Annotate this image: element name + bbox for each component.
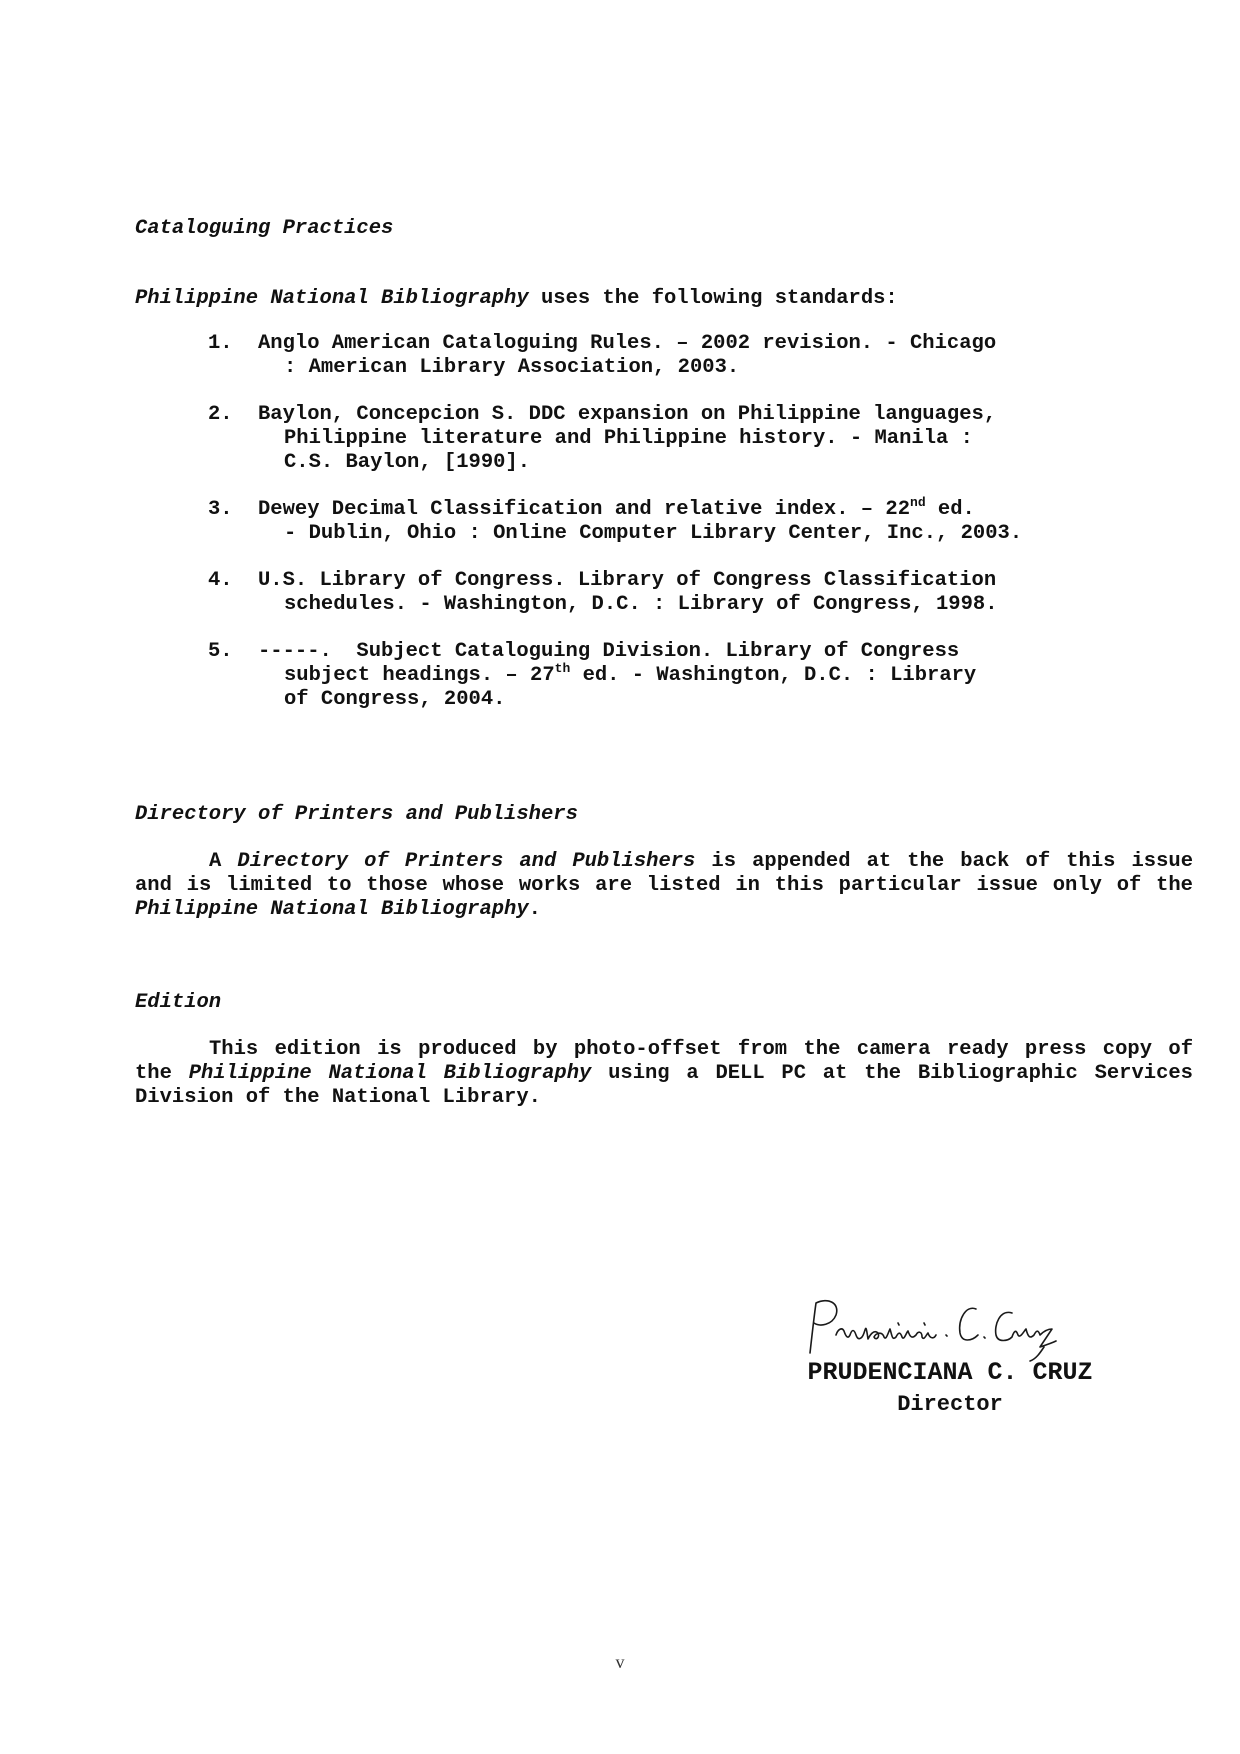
item-number: 1. xyxy=(208,332,233,355)
list-item xyxy=(208,640,1108,712)
item-line: : American Library Association, 2003. xyxy=(284,356,740,379)
pnb-title: Philippine National Bibliography xyxy=(135,287,529,310)
paragraph-line: This edition is produced by photo-offset from the camera ready press copy of xyxy=(209,1038,1193,1061)
list-item xyxy=(208,569,1108,617)
item-number: 5. xyxy=(208,640,233,663)
text-run: A xyxy=(209,850,238,873)
item-line: schedules. - Washington, D.C. : Library of Congress, 1998. xyxy=(284,593,998,616)
cataloguing-intro xyxy=(135,287,898,311)
text-run: the xyxy=(135,1062,189,1085)
directory-paragraph xyxy=(135,850,1193,922)
standards-list xyxy=(208,332,1108,735)
item-number: 3. xyxy=(208,498,233,521)
item-line: Anglo American Cataloguing Rules. – 2002 revision. - Chicago xyxy=(258,332,997,355)
item-text: ed. xyxy=(925,498,975,521)
item-line: Philippine literature and Philippine history. - Manila : xyxy=(284,427,973,450)
text-run: is appended at the back of this issue xyxy=(695,850,1194,873)
item-line xyxy=(208,661,1108,688)
ordinal-suffix: th xyxy=(554,661,571,677)
paragraph-line: Division of the National Library. xyxy=(135,1086,541,1109)
paragraph-line: and is limited to those whose works are listed in this particular issue only of the xyxy=(135,874,1193,897)
item-text: ed. - Washington, D.C. : Library xyxy=(570,664,977,687)
text-run: using a DELL PC at the Bibliographic Services xyxy=(591,1062,1193,1085)
intro-rest: uses the following standards: xyxy=(528,287,898,310)
ordinal-suffix: nd xyxy=(910,495,926,511)
edition-paragraph xyxy=(135,1038,1193,1110)
text-run: . xyxy=(528,898,541,921)
item-line xyxy=(208,495,1108,522)
list-item xyxy=(208,332,1108,380)
item-text: Dewey Decimal Classification and relative index. – 22 xyxy=(258,498,911,521)
item-line: - Dublin, Ohio : Online Computer Library Center, Inc., 2003. xyxy=(284,522,1023,545)
signature-graphic xyxy=(800,1295,1100,1365)
pnb-title: Philippine National Bibliography xyxy=(188,1062,592,1085)
page-number: v xyxy=(615,1652,625,1672)
item-line: -----. Subject Cataloguing Division. Library of Congress xyxy=(258,640,960,663)
pnb-title: Philippine National Bibliography xyxy=(135,898,529,921)
item-line: C.S. Baylon, [1990]. xyxy=(284,451,531,474)
item-line: of Congress, 2004. xyxy=(284,688,506,711)
signatory-name: PRUDENCIANA C. CRUZ xyxy=(807,1358,1093,1387)
list-item xyxy=(208,495,1108,546)
item-text: subject headings. – 27 xyxy=(284,664,555,687)
handwritten-signature xyxy=(800,1295,1100,1365)
item-number: 2. xyxy=(208,403,233,426)
item-line: U.S. Library of Congress. Library of Congress Classification xyxy=(258,569,997,592)
paragraph-line xyxy=(135,850,1193,874)
directory-title: Directory of Printers and Publishers xyxy=(237,850,696,873)
item-line: Baylon, Concepcion S. DDC expansion on Philippine languages, xyxy=(258,403,997,426)
paragraph-line xyxy=(135,1062,1193,1086)
paragraph-line xyxy=(135,898,1193,922)
signatory-title: Director xyxy=(897,1392,1003,1417)
section-heading-cataloguing: Cataloguing Practices xyxy=(135,217,394,240)
section-heading-directory: Directory of Printers and Publishers xyxy=(135,803,578,826)
section-heading-edition: Edition xyxy=(135,991,222,1014)
item-number: 4. xyxy=(208,569,233,592)
list-item xyxy=(208,403,1108,475)
